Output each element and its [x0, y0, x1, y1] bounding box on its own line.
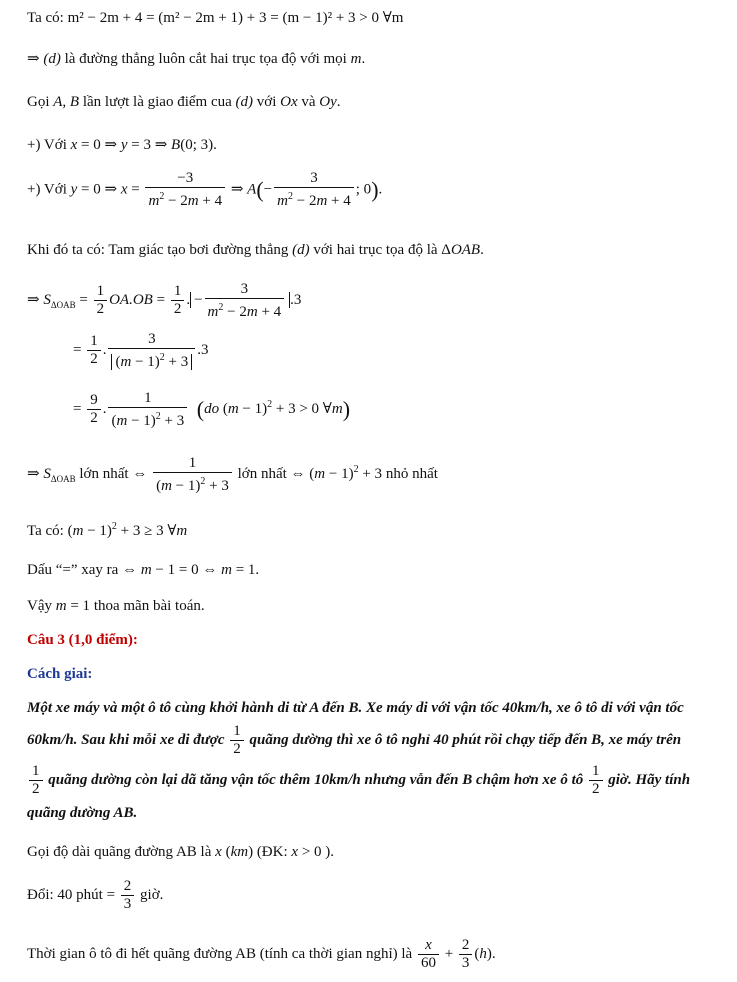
solution-let-x: Gọi độ dài quãng đường AB là x (km) (ĐK: x > 0 ). — [27, 844, 335, 860]
line-max-condition: ⇒ $S_{\Delta OAB}$ lớn nhất ⇔ $\frac{1}{(m - 1)^2 + 3}$ lớn nhất ⇔ $(m - 1)^2 + 3$ nhỏ nhất — [27, 454, 438, 494]
line-d-cuts-axes: ⇒ (d) là đường thẳng luôn cắt hai trục tọa độ với mọi m. — [27, 51, 366, 67]
problem-line-4: quãng dường AB. — [27, 805, 138, 821]
line-area-3: = $\frac{9}{2}$ . $\frac{1}{(m - 1)^2 + 3}$ (do $(m - 1)^2 + 3 > 0$ ∀m) — [73, 389, 351, 429]
line-inequality: Ta có: $(m - 1)^2 + 3 \ge 3$ ∀m — [27, 521, 188, 539]
line-area-2: = $\frac{1}{2}$ . $\frac{3}{(m - 1)^2 + 3}$ .3 — [73, 330, 209, 370]
heading-question-3: Câu 3 (1,0 điểm): — [27, 632, 138, 648]
line-point-A: +) Với y = 0 ⇒ x = $\frac{-3}{m^2 - 2m + 4}$ ⇒ A(− $\frac{3}{m^2 - 2m + 4}$ ; 0). — [27, 170, 383, 209]
solution-car-time: Thời gian ô tô đi hết quãng đường AB (tính ca thời gian nghỉ) là $\frac{x}{60}$ + $\frac{2}{3}$ (h). — [27, 937, 496, 972]
line-identity: Ta có: m² − 2m + 4 = (m² − 2m + 1) + 3 = (m − 1)² + 3 > 0 ∀m — [27, 10, 404, 26]
problem-line-2: 60km/h. Sau khi mỗi xe di được $\frac{1}{2}$ quãng dường thì xe ô tô nghỉ 40 phút rồi chạy tiếp đến B, xe máy trên — [27, 723, 682, 758]
line-conclusion: Vậy m = 1 thoa mãn bài toán. — [27, 598, 205, 614]
line-point-B: +) Với x = 0 ⇒ y = 3 ⇒ B(0; 3). — [27, 137, 217, 153]
line-define-AB: Gọi A, B lần lượt là giao điểm cua (d) với Ox và Oy. — [27, 94, 341, 110]
solution-convert-time: Đổi: 40 phút = $\frac{2}{3}$ giờ. — [27, 878, 164, 913]
line-triangle-OAB: Khi đó ta có: Tam giác tạo bơi đường thẳng (d) với hai trục tọa độ là ΔOAB. — [27, 242, 484, 258]
problem-line-3: $\frac{1}{2}$ quãng dường còn lại dã tăng vận tốc thêm 10km/h nhưng vẫn đến B chậm hơn xe ô tô $\frac{1}{2}$ giờ. Hãy tính — [27, 762, 690, 798]
line-area-1: ⇒ $S_{\Delta OAB}$ = $\frac{1}{2}$ OA.OB = $\frac{1}{2}$ . − $\frac{3}{m^2 - 2m + 4}$ .3 — [27, 280, 302, 320]
heading-solution-method: Cách giai: — [27, 666, 93, 682]
line-equality: Dấu “=” xay ra ⇔ m − 1 = 0 ⇔ m = 1. — [27, 562, 260, 578]
problem-line-1: Một xe máy và một ô tô cùng khởi hành di từ A đến B. Xe máy di với vận tốc 40km/h, xe ô tô di với vận tốc — [27, 700, 684, 716]
